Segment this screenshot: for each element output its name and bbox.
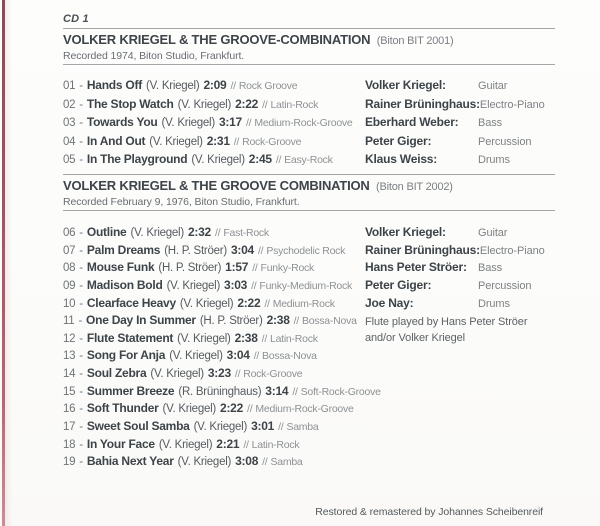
track-genre: Rock-Groove	[242, 135, 302, 148]
track-number: 18	[63, 438, 76, 451]
track-duration: 3:03	[224, 277, 248, 292]
track-dash: -	[79, 403, 83, 416]
track-row	[63, 278, 365, 296]
track-row	[63, 383, 381, 402]
track-dash: -	[79, 154, 83, 167]
genre-separator: //	[233, 135, 240, 148]
track-genre: Rock-Groove	[243, 368, 303, 381]
track-composer: (V. Kriegel)	[150, 368, 204, 381]
track-dash: -	[79, 438, 83, 451]
track-dash: -	[78, 315, 83, 328]
track-composer: (H. P. Ströer)	[164, 244, 227, 257]
genre-separator: //	[247, 403, 253, 416]
track-dash: -	[79, 226, 83, 239]
track-title: The Stop Watch	[86, 96, 174, 111]
recording-info: Recorded February 9, 1976, Biton Studio, Frankfurt.	[63, 195, 300, 208]
track-genre: Samba	[286, 421, 319, 434]
track-dash: -	[79, 80, 83, 92]
track-title: Outline	[86, 224, 127, 239]
track-composer: (V. Kriegel)	[145, 80, 200, 92]
track-genre: Rock Groove	[238, 80, 298, 92]
personnel-row	[365, 243, 555, 261]
musician-instrument: Drums	[478, 297, 510, 310]
musician-name: Klaus Weiss:	[365, 152, 438, 167]
track-genre: Bossa-Nova	[262, 350, 317, 363]
track-composer: (V. Kriegel)	[169, 350, 223, 363]
personnel-row	[365, 260, 555, 278]
personnel-list-1	[365, 78, 555, 171]
track-genre: Bossa-Nova	[301, 315, 357, 328]
track-duration: 2:09	[203, 78, 227, 92]
booklet-page	[63, 0, 555, 472]
personnel-row	[365, 296, 555, 314]
track-composer: (H. P. Ströer)	[158, 262, 222, 275]
track-duration: 3:01	[251, 419, 275, 434]
track-composer: (H. P. Ströer)	[199, 315, 263, 328]
track-dash: -	[79, 456, 83, 469]
musician-instrument: Electro-Piano	[479, 98, 545, 111]
track-genre: Psychodelic Rock	[266, 244, 346, 257]
track-row	[63, 225, 365, 243]
track-row	[63, 454, 365, 472]
track-duration: 2:22	[220, 401, 244, 416]
track-row	[63, 260, 365, 278]
track-dash: -	[79, 332, 83, 345]
track-duration: 3:23	[207, 366, 231, 381]
track-title: One Day In Summer	[86, 313, 196, 328]
track-title: Song For Anja	[86, 348, 166, 363]
genre-separator: //	[243, 438, 249, 451]
track-number: 06	[63, 226, 76, 239]
track-duration: 3:04	[230, 242, 254, 257]
track-row	[63, 437, 365, 455]
track-composer: (V. Kriegel)	[177, 456, 232, 469]
track-list-1	[63, 78, 365, 171]
track-duration: 3:08	[235, 454, 259, 469]
musician-instrument: Guitar	[478, 80, 508, 92]
track-row	[63, 313, 365, 331]
track-composer: (V. Kriegel)	[191, 154, 245, 167]
musician-name: Volker Kriegel:	[365, 224, 446, 239]
genre-separator: //	[245, 117, 252, 130]
track-number: 04	[63, 135, 76, 148]
musician-instrument: Percussion	[478, 135, 532, 148]
track-number: 02	[63, 98, 76, 111]
track-number: 05	[63, 154, 76, 167]
track-title: Mouse Funk	[86, 260, 155, 275]
genre-separator: //	[293, 315, 299, 328]
personnel-row	[365, 152, 555, 171]
track-composer: (V. Kriegel)	[179, 297, 234, 310]
track-row	[63, 152, 365, 171]
track-dash: -	[79, 421, 83, 434]
track-dash: -	[79, 350, 83, 363]
remastering-credit: Restored & remastered by Johannes Scheibenreif	[315, 506, 543, 518]
track-number: 12	[63, 332, 76, 345]
track-title: Clearface Heavy	[86, 295, 176, 310]
personnel-block-2	[365, 225, 555, 346]
note-line: and/or Volker Kriegel	[365, 331, 466, 344]
musician-name: Hans Peter Ströer:	[365, 260, 467, 275]
divider	[63, 28, 555, 29]
track-composer: (V. Kriegel)	[149, 135, 203, 148]
section-bit-2002	[63, 179, 555, 472]
track-number: 14	[63, 368, 76, 381]
personnel-row	[365, 225, 555, 243]
track-number: 09	[63, 279, 76, 292]
track-row	[63, 296, 365, 314]
track-row	[63, 134, 365, 153]
genre-separator: //	[253, 350, 260, 363]
track-genre: Medium-Rock-Groove	[255, 403, 354, 416]
track-composer: (V. Kriegel)	[193, 421, 248, 434]
section-title-row	[63, 33, 555, 48]
track-dash: -	[79, 135, 83, 148]
track-number: 01	[63, 80, 76, 92]
track-composer: (R. Brüninghaus)	[178, 385, 262, 398]
track-number: 08	[63, 262, 76, 275]
track-number: 13	[63, 350, 76, 363]
musician-instrument: Bass	[478, 262, 503, 275]
track-genre: Latin-Rock	[270, 332, 318, 345]
section-columns	[63, 225, 555, 472]
track-duration: 3:17	[218, 115, 242, 130]
track-title: In And Out	[86, 133, 146, 148]
track-genre: Funky-Medium-Rock	[259, 279, 353, 292]
track-dash: -	[79, 262, 83, 275]
album-title: VOLKER KRIEGEL & THE GROOVE-COMBINATION	[63, 32, 371, 47]
track-row	[63, 78, 365, 97]
track-number: 03	[63, 117, 76, 130]
track-title: Towards You	[86, 115, 158, 130]
genre-separator: //	[251, 279, 257, 292]
track-row	[63, 115, 365, 134]
genre-separator: //	[234, 368, 241, 381]
musician-name: Rainer Brüninghaus:	[365, 242, 480, 257]
track-duration: 3:14	[265, 383, 289, 398]
track-title: In The Playground	[86, 152, 188, 167]
note-line: Flute played by Hans Peter Ströer	[365, 316, 528, 329]
track-dash: -	[79, 385, 83, 398]
track-dash: -	[79, 297, 83, 310]
genre-separator: //	[275, 154, 282, 167]
track-title: Palm Dreams	[86, 242, 161, 257]
track-title: Flute Statement	[86, 330, 174, 345]
genre-separator: //	[257, 244, 264, 257]
genre-separator: //	[262, 98, 268, 111]
genre-separator: //	[262, 456, 268, 469]
track-genre: Latin-Rock	[270, 98, 319, 111]
track-number: 10	[63, 297, 76, 310]
personnel-row	[365, 278, 555, 296]
genre-separator: //	[252, 262, 258, 275]
genre-separator: //	[292, 385, 298, 398]
track-dash: -	[79, 368, 83, 381]
track-composer: (V. Kriegel)	[162, 403, 217, 416]
track-duration: 1:57	[225, 260, 249, 275]
musician-name: Eberhard Weber:	[365, 115, 459, 130]
musician-name: Joe Nay:	[365, 295, 414, 310]
personnel-row	[365, 115, 555, 134]
musician-instrument: Guitar	[478, 226, 508, 239]
track-dash: -	[79, 244, 83, 257]
recording-info: Recorded 1974, Biton Studio, Frankfurt.	[63, 50, 245, 62]
musician-name: Peter Giger:	[365, 277, 432, 292]
genre-separator: //	[261, 332, 267, 345]
musician-name: Volker Kriegel:	[365, 78, 446, 92]
track-genre: Latin-Rock	[251, 438, 300, 451]
section-columns	[63, 78, 555, 171]
track-row	[63, 419, 365, 437]
spine-glow	[5, 0, 12, 526]
track-composer: (V. Kriegel)	[130, 226, 184, 239]
track-title: Bahia Next Year	[86, 454, 174, 469]
track-duration: 2:38	[234, 330, 258, 345]
track-number: 17	[63, 421, 76, 434]
release-catalog: (Biton BIT 2001)	[376, 35, 454, 47]
track-row	[63, 243, 365, 261]
track-genre: Soft-Rock-Groove	[300, 385, 381, 398]
musician-instrument: Electro-Piano	[479, 244, 545, 257]
genre-separator: //	[264, 297, 270, 310]
track-genre: Medium-Rock	[272, 297, 335, 310]
genre-separator: //	[214, 226, 221, 239]
genre-separator: //	[278, 421, 284, 434]
track-duration: 2:32	[187, 224, 211, 239]
track-number: 15	[63, 385, 76, 398]
track-genre: Samba	[270, 456, 303, 469]
divider	[63, 174, 555, 175]
track-composer: (V. Kriegel)	[158, 438, 213, 451]
track-title: Sweet Soul Samba	[86, 419, 190, 434]
track-duration: 2:22	[237, 295, 261, 310]
track-duration: 2:21	[216, 436, 240, 451]
personnel-row	[365, 134, 555, 153]
track-title: Madison Bold	[86, 277, 163, 292]
track-row	[63, 366, 365, 384]
track-row	[63, 348, 365, 366]
track-row	[63, 401, 365, 419]
track-dash: -	[79, 117, 83, 130]
track-composer: (V. Kriegel)	[166, 279, 221, 292]
album-title: VOLKER KRIEGEL & THE GROOVE COMBINATION	[63, 177, 370, 193]
track-title: Summer Breeze	[86, 383, 175, 398]
track-title: Soul Zebra	[86, 366, 147, 381]
musician-instrument: Percussion	[478, 279, 532, 292]
track-composer: (V. Kriegel)	[177, 332, 231, 345]
track-duration: 2:31	[206, 133, 230, 148]
section-title-row	[63, 179, 555, 194]
musician-name: Peter Giger:	[365, 133, 432, 148]
track-number: 19	[63, 456, 76, 469]
release-catalog: (Biton BIT 2002)	[376, 180, 453, 193]
track-duration: 2:38	[266, 313, 290, 328]
track-dash: -	[79, 98, 83, 111]
genre-separator: //	[230, 80, 236, 92]
track-number: 07	[63, 244, 76, 257]
track-title: Soft Thunder	[86, 401, 159, 416]
track-row	[63, 97, 365, 116]
track-genre: Fast-Rock	[223, 226, 269, 239]
musician-instrument: Drums	[478, 154, 510, 167]
cd-label: CD 1	[63, 13, 89, 25]
track-genre: Easy-Rock	[284, 154, 333, 167]
track-number: 16	[63, 403, 76, 416]
track-row	[63, 331, 365, 349]
track-title: Hands Off	[86, 78, 142, 92]
track-duration: 3:04	[226, 348, 250, 363]
track-title: In Your Face	[86, 436, 155, 451]
musician-name: Rainer Brüninghaus:	[365, 96, 480, 111]
track-composer: (V. Kriegel)	[161, 117, 215, 130]
musician-instrument: Bass	[478, 117, 503, 130]
personnel-list-2	[365, 225, 555, 313]
personnel-row	[365, 97, 555, 116]
flute-credit-notes	[365, 315, 555, 346]
track-duration: 2:45	[248, 152, 272, 167]
track-duration: 2:22	[235, 96, 259, 111]
track-list-2	[63, 224, 381, 472]
track-genre: Medium-Rock-Groove	[254, 117, 353, 130]
section-bit-2001	[63, 33, 555, 171]
track-composer: (V. Kriegel)	[177, 98, 232, 111]
track-dash: -	[79, 279, 83, 292]
divider	[63, 64, 555, 65]
divider	[63, 210, 555, 211]
track-number: 11	[63, 315, 75, 328]
personnel-row	[365, 78, 555, 97]
track-genre: Funky-Rock	[260, 262, 315, 275]
